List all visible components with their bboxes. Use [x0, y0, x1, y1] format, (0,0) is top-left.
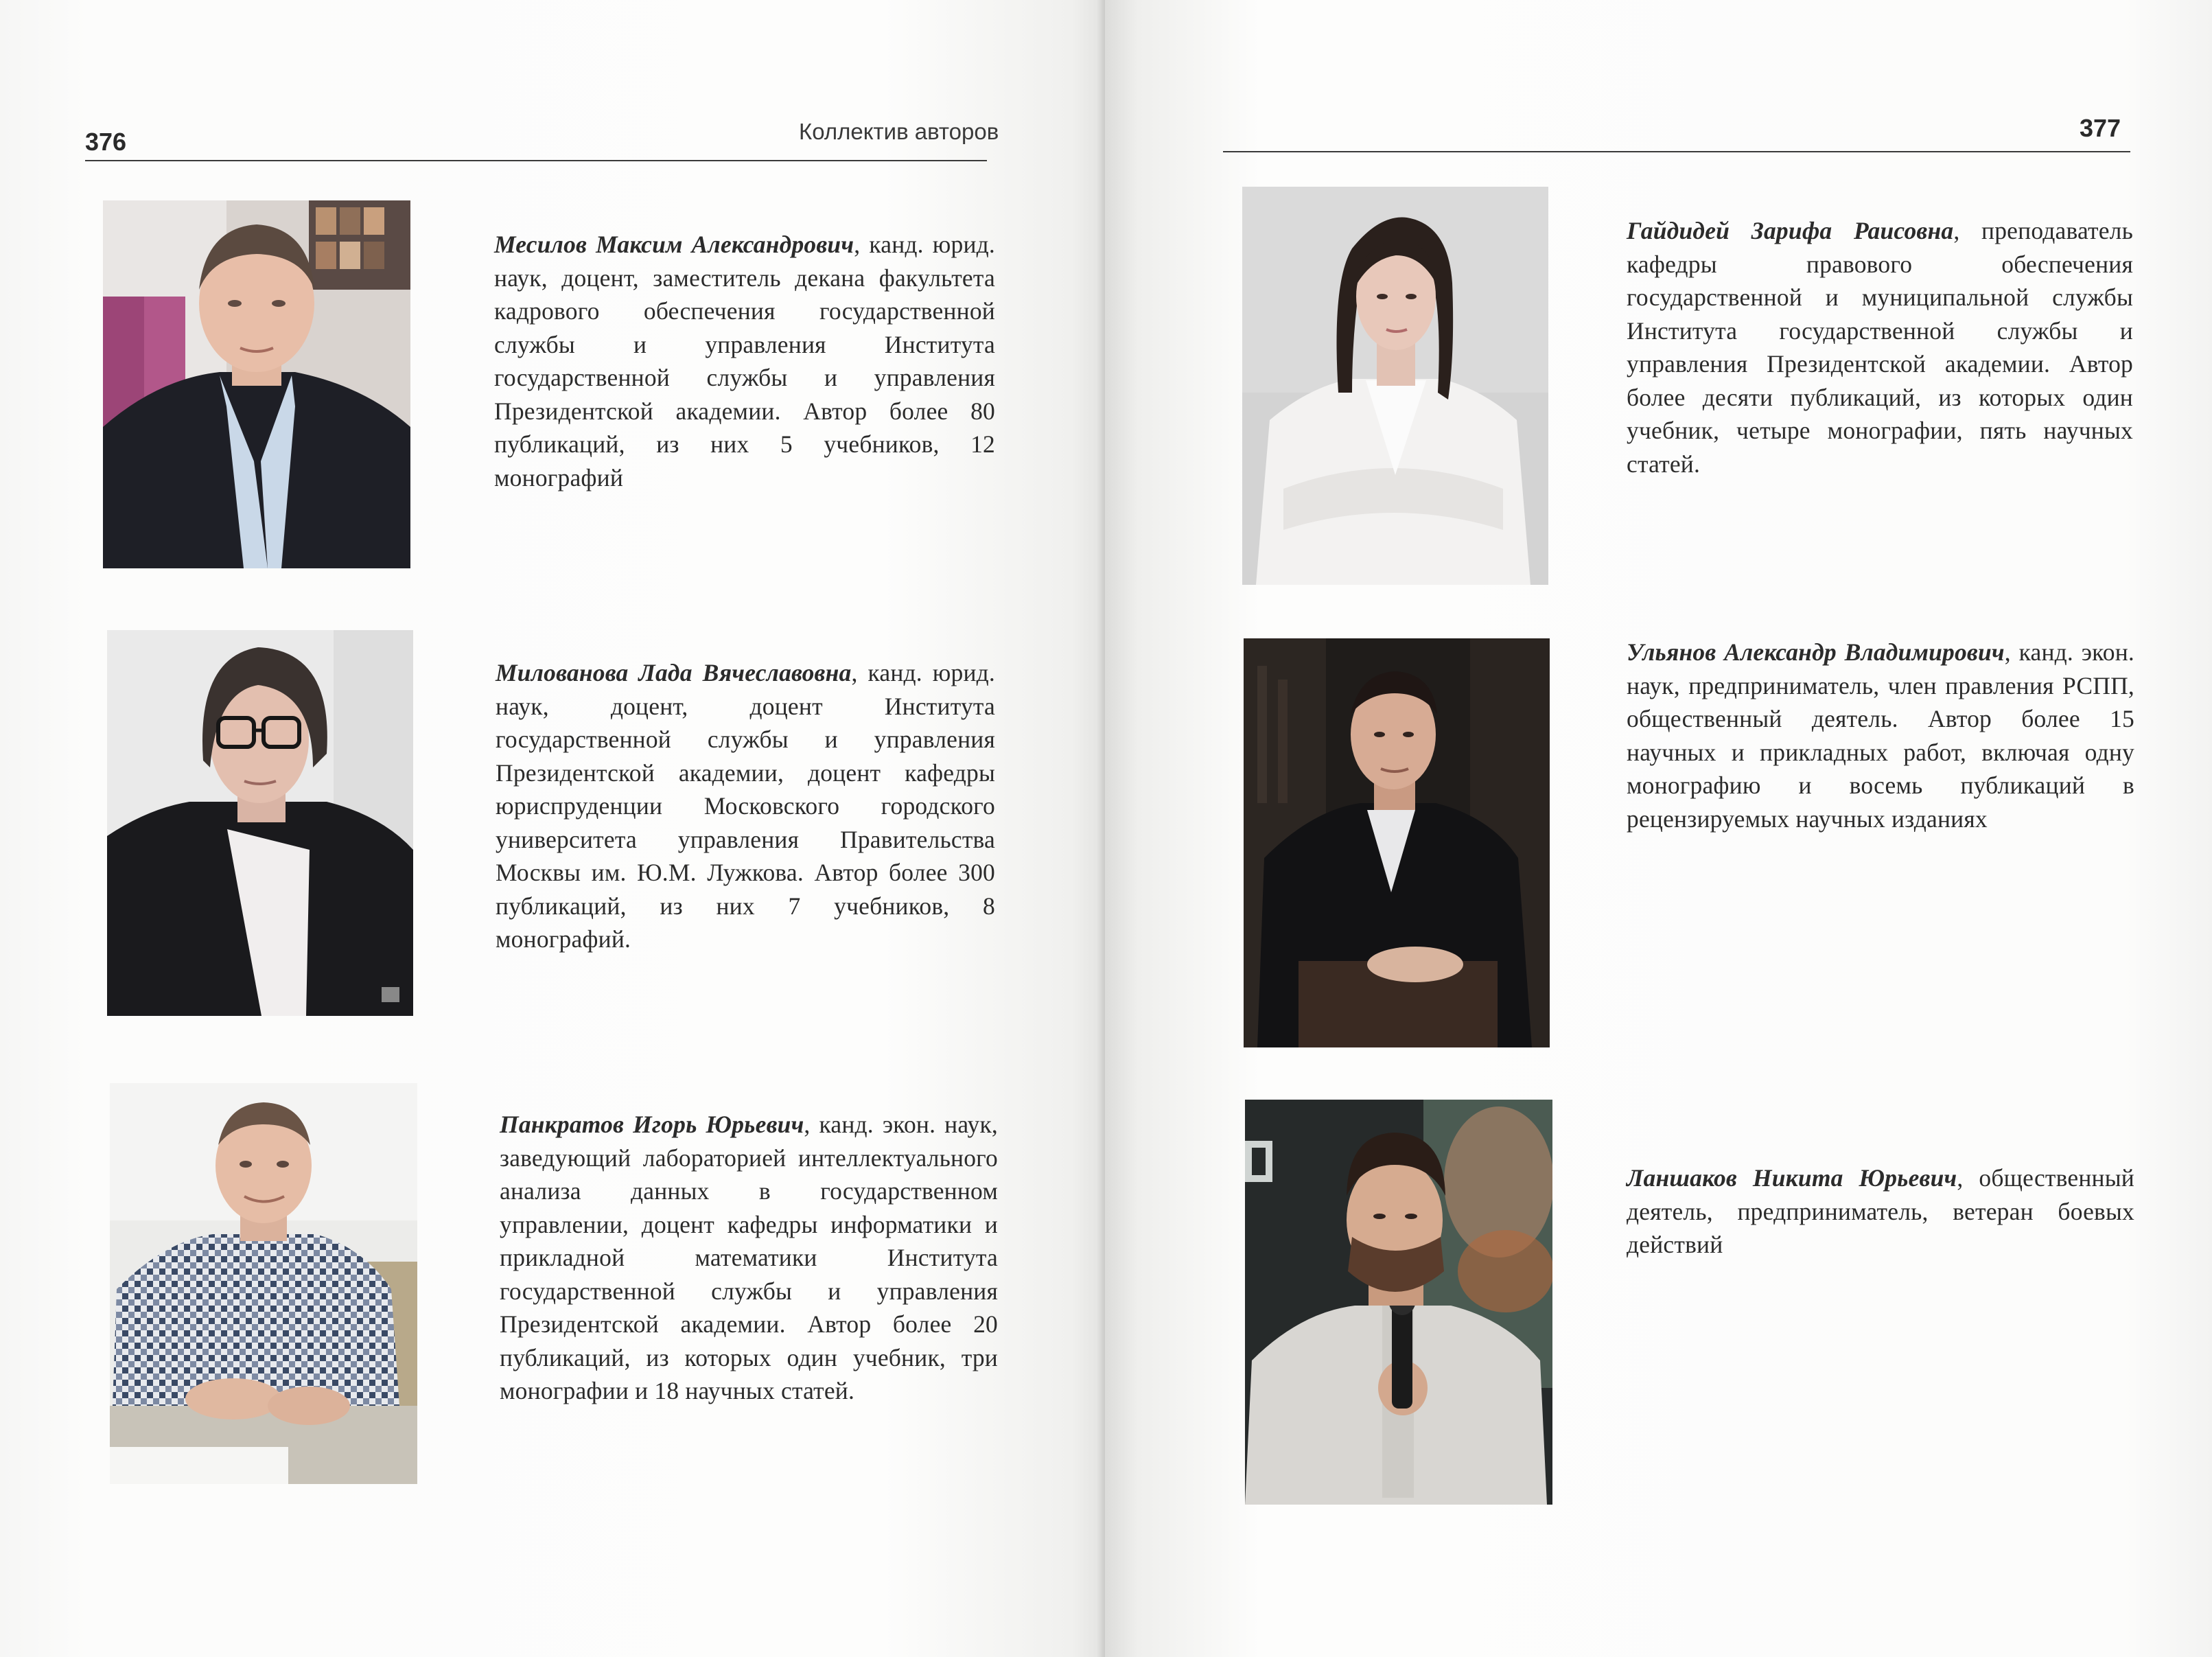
header-rule [1223, 151, 2130, 152]
author-name: Милованова Лада Вячеславовна [496, 659, 852, 686]
right-page [1105, 0, 2212, 1657]
author-photo-gaididei [1242, 187, 1548, 585]
author-name: Ланшаков Никита Юрьевич [1627, 1164, 1957, 1192]
author-description: , канд. экон. наук, заведующий лабораторией интеллектуального анализа данных в государственном управлении, доцент кафедры информатики и прикладной математики Института государственной службы и управления Президентской академии. Автор более 20 публикаций, из которых один учебник, три монографии и 18 научных статей. [500, 1111, 998, 1404]
author-name: Панкратов Игорь Юрьевич [500, 1111, 804, 1138]
author-photo-ulyanov [1244, 638, 1550, 1047]
author-description: , общественный деятель, предприниматель, ветеран боевых действий [1627, 1164, 2134, 1258]
author-name: Месилов Максим Александрович [494, 231, 854, 258]
author-description: , преподаватель кафедры правового обеспечения государственной и муниципальной службы Института государственной службы и управления Президентской академии. Автор более десяти публикаций, из которых один учебник, четыре монографии, пять научных статей. [1627, 217, 2133, 478]
author-description: , канд. экон. наук, предприниматель, член правления РСПП, общественный деятель. Автор более 15 научных и прикладных работ, включая одну монографию и восемь публикаций в рецензируемых научных изданиях [1627, 638, 2134, 833]
page-number: 376 [85, 128, 127, 156]
running-title: Коллектив авторов [799, 119, 999, 144]
author-description: , канд. юрид. наук, доцент, доцент Института государственной службы и управления Президентской академии, доцент кафедры юриспруденции Московского городского университета управления Правительства Москвы им. Ю.М. Лужкова. Автор более 300 публикаций, из них 7 учебников, 8 монографий. [496, 659, 995, 953]
author-description: , канд. юрид. наук, доцент, заместитель декана факультета кадрового обеспечения государственной службы и управления Института государственной службы и управления Президентской академии. Автор более 80 публикаций, из них 5 учебников, 12 монографий [494, 231, 995, 491]
author-name: Гайдидей Зарифа Раисовна [1627, 217, 1954, 244]
author-name: Ульянов Александр Владимирович [1627, 638, 2005, 666]
author-bio-milovanova [496, 656, 995, 956]
author-photo-pankratov [110, 1083, 417, 1484]
author-bio-ulyanov [1627, 636, 2134, 835]
author-photo-lanshakov [1245, 1100, 1552, 1505]
author-photo-milovanova [107, 630, 413, 1016]
header-rule [85, 160, 987, 161]
left-page [0, 0, 1105, 1657]
author-bio-gaididei [1627, 214, 2133, 480]
author-bio-pankratov [500, 1108, 998, 1408]
author-bio-lanshakov [1627, 1161, 2134, 1262]
author-bio-mesilov [494, 228, 995, 494]
author-photo-mesilov [103, 200, 410, 568]
page-number: 377 [2080, 114, 2121, 142]
